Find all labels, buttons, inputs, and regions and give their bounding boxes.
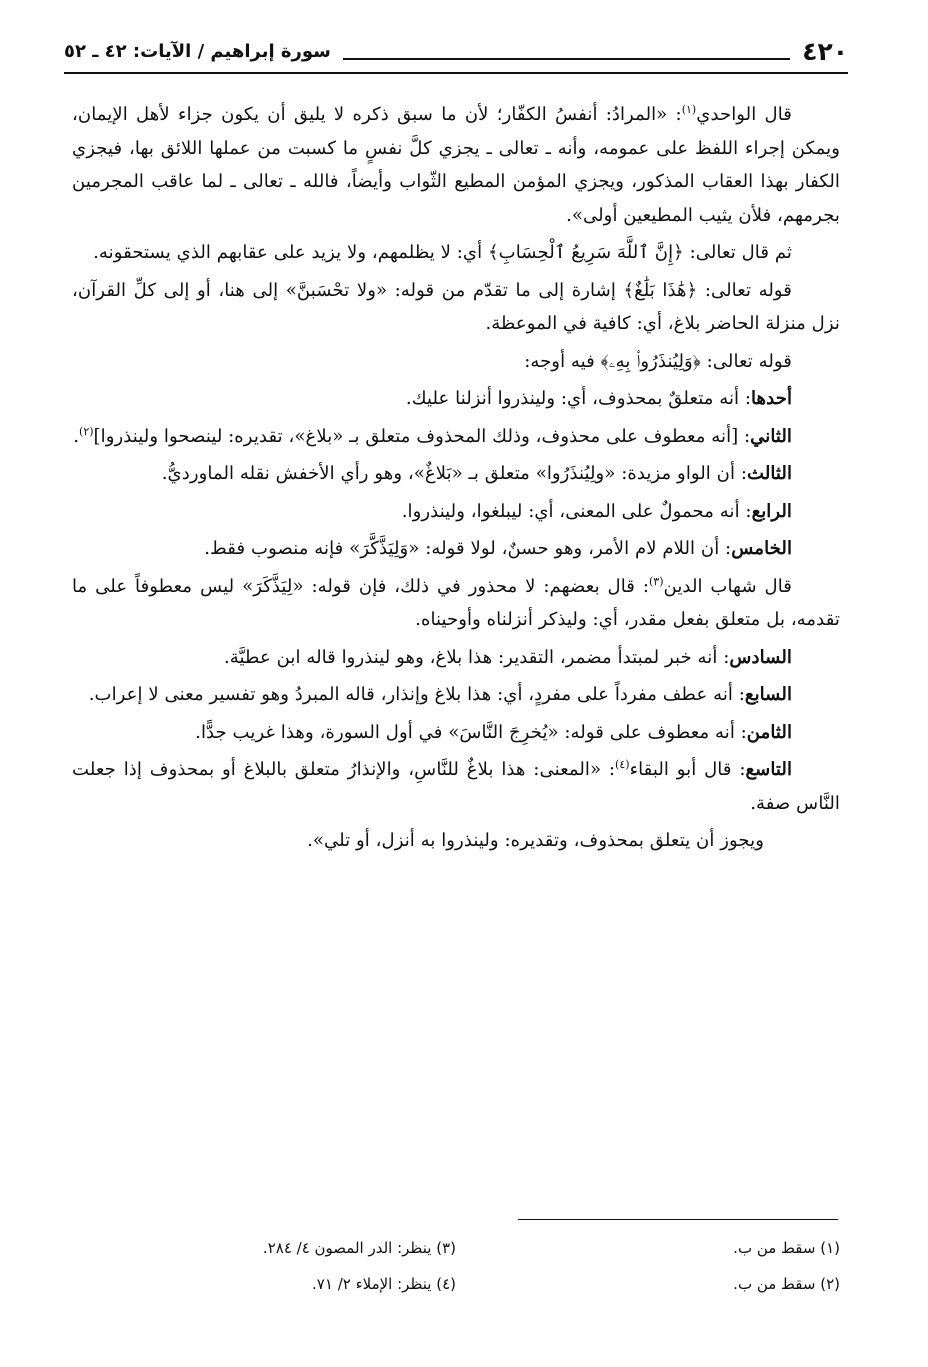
footnote-ref: (٣) xyxy=(648,574,664,588)
item-label: التاسع xyxy=(745,759,792,780)
item-label: الثالث xyxy=(746,463,792,484)
header-divider xyxy=(64,72,848,74)
footnote-ref: (٢) xyxy=(79,424,94,438)
footnote-ref: (١) xyxy=(681,102,697,116)
footnote-4: (٤) ينظر: الإملاء ٢/ ٧١. xyxy=(312,1275,456,1293)
paragraph-7: الثالث: أن الواو مزيدة: «ولِيُنذَرُوا» متعلق بـ «بَلاغٌ»، وهو رأي الأخفش نقله الماورديُّ. xyxy=(161,463,792,484)
paragraph-12: السابع: أنه عطف مفرداً على مفردٍ، أي: هذا بلاغ وإنذار، قاله المبردُ وهو تفسير معنى لا إعراب. xyxy=(88,684,792,705)
footnote-2: (٢) سقط من ب. xyxy=(733,1275,840,1293)
page-header xyxy=(64,34,848,68)
paragraph-6: الثاني: [أنه معطوف على محذوف، وذلك المحذوف متعلق بـ «بلاغ»، تقديره: لينصحوا ولينذروا]$^{(٢)}$. xyxy=(73,424,792,447)
footnote-divider xyxy=(518,1219,838,1220)
paragraph-8: الرابع: أنه محمولٌ على المعنى، أي: ليبلغوا، ولينذروا. xyxy=(401,500,792,522)
paragraph-10: قال شهاب الدين$^{(٣)}$: قال بعضهم: لا محذور في ذلك، فإن قوله: «لِيَذَّكَرَ» ليس معطوفاً على ما تقدمه، بل متعلق بفعل مقدر، أي: وليذكر أنزلناه وأوحيناه. xyxy=(72,574,840,630)
paragraph-4: قوله تعالى: ﴿وَلِيُنذَرُوا۟ بِهِۦ﴾ فيه أوجه: xyxy=(524,350,792,372)
item-label: أحدها xyxy=(751,388,792,409)
running-title: سورة إبراهيم / الآيات: ٤٢ ـ ٥٢ xyxy=(64,40,331,62)
item-label: الثاني xyxy=(750,425,792,447)
item-label: الخامس xyxy=(731,538,792,559)
paragraph-3: قوله تعالى: ﴿هَٰذَا بَلَٰغٌ﴾ إشارة إلى ما تقدّم من قوله: «ولا تحْسَبنَّ» إلى هنا، أو إلى كلِّ القرآن، نزل منزلة الحاضر بلاغ، أي: كافية في الموعظة. xyxy=(72,279,840,334)
item-label: السادس xyxy=(729,646,792,668)
paragraph-14: التاسع: قال أبو البقاء$^{(٤)}$: «المعنى: هذا بلاغٌ للنَّاسِ، والإنذارُ متعلق بالبلاغ أو بمحذوف إذا جعلت النَّاس صفة. xyxy=(72,757,840,814)
item-label: السابع xyxy=(744,684,792,705)
item-label: الثامن xyxy=(746,721,792,743)
footnote-1: (١) سقط من ب. xyxy=(733,1239,840,1257)
footnote-ref: (٤) xyxy=(615,757,630,771)
footnote-3: (٣) ينظر: الدر المصون ٤/ ٢٨٤. xyxy=(262,1239,456,1257)
header-rule xyxy=(343,58,790,60)
paragraph-11: السادس: أنه خبر لمبتدأ مضمر، التقدير: هذا بلاغ، وهو لينذروا قاله ابن عطيَّة. xyxy=(224,646,792,668)
paragraph-1: قال الواحدي$^{(١)}$: «المرادُ: أنفسُ الكفّار؛ لأن ما سبق ذكره لا يليق أن يكون جزاء لأهل الإيمان، ويمكن إجراء اللفظ على عمومه، وأنه ـ تعالى ـ يجزي كلَّ نفسٍ ما كسبت من عملها اللائق بها، فيجزي الكفار بهذا العقاب المذكور، ويجزي المؤمن المطيع الثّواب وأيضاً، فالله ـ تعالى ـ لما عاقب المجرمين بجرمهم، فلأن يثيب المطيعين أولى». xyxy=(72,102,840,226)
page-number: ٤٢٠ xyxy=(802,36,848,66)
body-text xyxy=(72,98,840,862)
item-label: الرابع xyxy=(751,500,792,522)
paragraph-5: أحدها: أنه متعلقٌ بمحذوف، أي: ولينذروا أنزلنا عليك. xyxy=(405,388,792,409)
paragraph-2: ثم قال تعالى: ﴿إِنَّ ٱللَّهَ سَرِيعُ ٱلْحِسَابِ﴾ أي: لا يظلمهم، ولا يزيد على عقابهم الذي يستحقونه. xyxy=(93,242,792,263)
paragraph-9: الخامس: أن اللام لام الأمر، وهو حسنٌ، لولا قوله: «وَلِيَذَّكَّرَ» فإنه منصوب فقط. xyxy=(204,538,792,559)
paragraph-15: ويجوز أن يتعلق بمحذوف، وتقديره: ولينذروا به أنزل، أو تلي». xyxy=(307,830,764,851)
paragraph-13: الثامن: أنه معطوف على قوله: «يُخرِجَ النَّاسَ» في أول السورة، وهذا غريب جدًّا. xyxy=(195,721,792,743)
footnotes xyxy=(72,1230,840,1302)
